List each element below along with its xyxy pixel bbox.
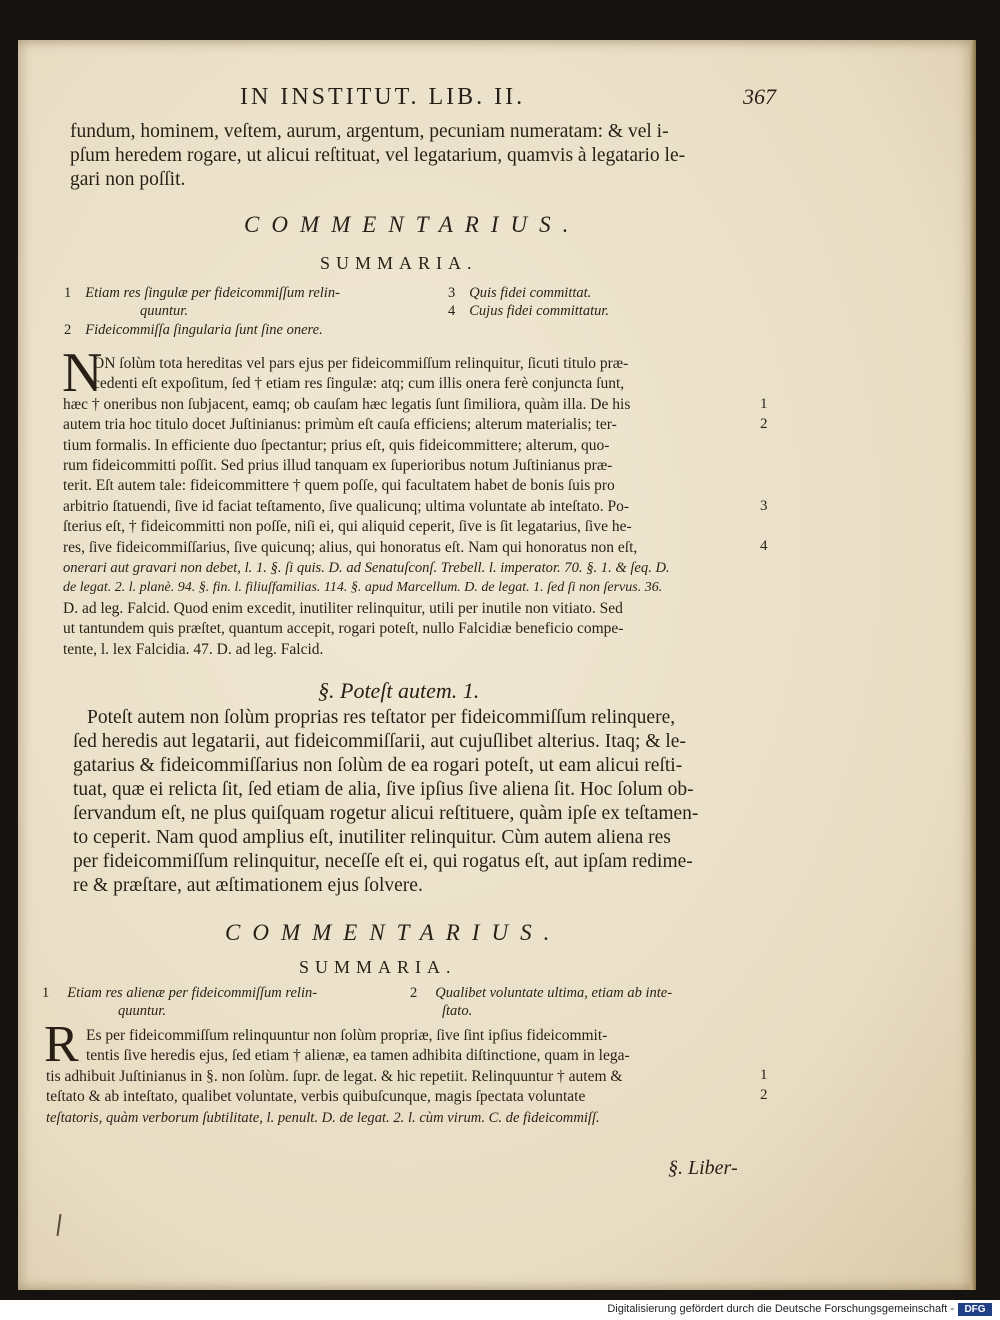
summary-number: 2 (410, 985, 418, 1001)
text-line: gatarius & fideicommiſſarius non ſolùm de ea rogari poteſt, ut eam alicui reſti- (73, 755, 683, 776)
text-line: ſterius eſt, † fideicommitti non poſſe, niſi ei, qui aliquid ceperit, ſive is ſit legatarius, ſive he- (63, 518, 632, 536)
text-line: teſtato & ab inteſtato, qualibet voluntate, verbis quibuſcunque, magis ſpectata voluntate (46, 1088, 586, 1106)
summary-item-continuation: quuntur. (118, 1003, 166, 1019)
summary-text: Qualibet voluntate ultima, etiam ab inte- (435, 985, 673, 1001)
summaria-list (42, 984, 742, 1024)
summary-text: Fideicommiſſa ſingularia ſunt ſine onere. (85, 322, 323, 338)
summaria-list (64, 284, 684, 344)
text-line: fundum, hominem, veſtem, aurum, argentum, pecuniam numeratam: & vel i- (70, 121, 669, 142)
citation-line: onerari aut gravari non debet, l. 1. §. ſi quis. D. ad Senatuſconſ. Trebell. l. imperator. 70. §. 1. & ſeq. D. (63, 560, 670, 577)
summaria-heading: SUMMARIA. (299, 957, 457, 977)
text-line: tium formalis. In efficiente duo ſpectantur; prius eſt, quis fideicommittere; alterum, quo- (63, 436, 610, 454)
summary-item-continuation: ſtato. (442, 1003, 473, 1019)
commentarius-heading: COMMENTARIUS. (244, 212, 581, 237)
drop-cap: R (44, 1016, 79, 1073)
margin-number: 2 (760, 416, 768, 432)
summary-text: Cujus fidei committatur. (469, 303, 610, 319)
text-line: terit. Eſt autem tale: fideicommittere † quem poſſe, qui facultatem habet de bonis ſuis pro (63, 477, 615, 495)
text-line: D. ad leg. Falcid. Quod enim excedit, inutiliter relinquitur, utili per inutile non vitiato. Sed (63, 599, 623, 617)
page-edge (970, 40, 976, 1290)
summary-item (64, 321, 323, 340)
text-line: tentis ſive heredis ejus, ſed etiam † alienæ, ea tamen adhibita diſtinctione, quam in lega- (86, 1047, 630, 1065)
text-line: Poteſt autem non ſolùm proprias res teſtator per fideicommiſſum relinquere, (87, 707, 676, 728)
text-line: to ceperit. Nam quod amplius eſt, inutiliter relinquitur. Cùm autem aliena res (73, 827, 671, 848)
text-line: ON ſolùm tota hereditas vel pars ejus per fideicommiſſum relinquitur, ſicuti titulo præ- (93, 355, 629, 372)
text-line: tuat, quæ ei relicta ſit, ſed etiam de alia, ſive ipſius ſive aliena ſit. Hoc ſolum ob- (73, 779, 694, 800)
text-line: re & præſtare, aut æſtimationem ejus ſolvere. (73, 875, 423, 896)
citation-line: teſtatoris, quàm verborum ſubtilitate, l. penult. D. de legat. 2. l. cùm virum. C. de fideicommiſſ. (46, 1109, 600, 1126)
summary-number: 4 (448, 303, 456, 319)
summary-item (448, 284, 591, 303)
text-line: per fideicommiſſum relinquitur, neceſſe eſt ei, qui rogatus eſt, aut ipſam redime- (73, 851, 693, 872)
institutes-text (73, 706, 698, 898)
margin-number: 2 (760, 1087, 768, 1103)
margin-number: 1 (760, 1067, 768, 1083)
citation-line: de legat. 2. l. planè. 94. §. fin. l. filiuſfamilias. 114. §. apud Marcellum. D. de legat. 1. ſed ſi non ſervus. 36. (63, 580, 663, 596)
text-line: ſed heredis aut legatarii, aut fideicommiſſarii, aut cujuſlibet alterius. Itaq; & le- (73, 731, 686, 752)
section-heading: §. Poteſt autem. 1. (318, 678, 480, 703)
text-line: res, ſive fideicommiſſarius, ſive quicunq; alius, qui honoratus eſt. Nam qui honoratus non eſt, (63, 538, 638, 556)
drop-cap: N (62, 342, 103, 404)
summary-item (410, 984, 672, 1003)
summary-item (42, 984, 317, 1003)
summary-item (448, 302, 609, 321)
text-line: tente, l. lex Falcidia. 47. D. ad leg. Falcid. (63, 640, 324, 658)
margin-number: 4 (760, 538, 768, 554)
commentary-paragraph (63, 354, 670, 660)
summary-text: Quis fidei committat. (469, 285, 592, 301)
summary-text: Etiam res ſingulæ per fideicommiſſum relin- (85, 285, 340, 301)
margin-number: 3 (760, 498, 768, 514)
summary-item-continuation: quuntur. (140, 303, 188, 319)
summary-item (64, 284, 340, 303)
catchword: §. Liber- (668, 1157, 738, 1179)
text-line: cedenti eſt expoſitum, ſed † etiam res ſingulæ: atq; cum illis onera ferè conjuncta ſunt, (93, 375, 625, 393)
summary-number: 2 (64, 322, 72, 338)
dfg-logo: DFG (958, 1303, 992, 1316)
text-line: arbitrio ſtatuendi, ſive id faciat teſtamento, ſive qualicunq; ultima voluntate ab inteſtato. Po- (63, 497, 630, 515)
intro-text (70, 120, 685, 192)
commentary-paragraph (46, 1026, 630, 1128)
margin-number: 1 (760, 396, 768, 412)
digitization-footer (0, 1300, 1000, 1320)
commentarius-heading: COMMENTARIUS. (225, 920, 562, 945)
pencil-mark (56, 1214, 61, 1236)
summary-number: 1 (42, 985, 50, 1001)
text-line: hæc † oneribus non ſubjacent, eamq; ob cauſam hæc legatis ſunt ſimiliora, quàm illa. De his (63, 395, 631, 413)
book-page (18, 40, 976, 1290)
summary-number: 1 (64, 285, 72, 301)
text-line: ſervandum eſt, ne plus quiſquam rogetur alicui reſtituere, quàm ipſe ex teſtamen- (73, 803, 699, 824)
text-line: tis adhibuit Juſtinianus in §. non ſolùm. ſupr. de legat. & hic repetiit. Relinquuntur † autem & (46, 1067, 623, 1085)
page-number: 367 (743, 84, 776, 109)
summary-text: Etiam res alienæ per fideicommiſſum relin- (67, 985, 318, 1001)
running-head: IN INSTITUT. LIB. II. (240, 84, 526, 110)
text-line: ut tantundem quis præſtet, quantum accepit, rogari poteſt, nullo Falcidiæ beneficio compe- (63, 620, 624, 638)
text-line: pſum heredem rogare, ut alicui reſtituat, vel legatarium, quamvis à legatario le- (70, 145, 686, 166)
footer-credit: Digitalisierung gefördert durch die Deutsche Forschungsgemeinschaft - (607, 1303, 954, 1315)
summary-number: 3 (448, 285, 456, 301)
summaria-heading: SUMMARIA. (320, 253, 478, 273)
text-line: gari non poſſit. (70, 169, 186, 190)
text-line: rum fideicommitti poſſit. Sed prius illud tanquam ex ſuperioribus notum Juſtinianus præ- (63, 457, 613, 475)
text-line: autem tria hoc titulo docet Juſtinianus: primùm eſt cauſa efficiens; alterum materialis; ter- (63, 416, 617, 434)
text-line: Es per fideicommiſſum relinquuntur non ſolùm propriæ, ſive ſint ipſius fideicommit- (86, 1027, 608, 1044)
